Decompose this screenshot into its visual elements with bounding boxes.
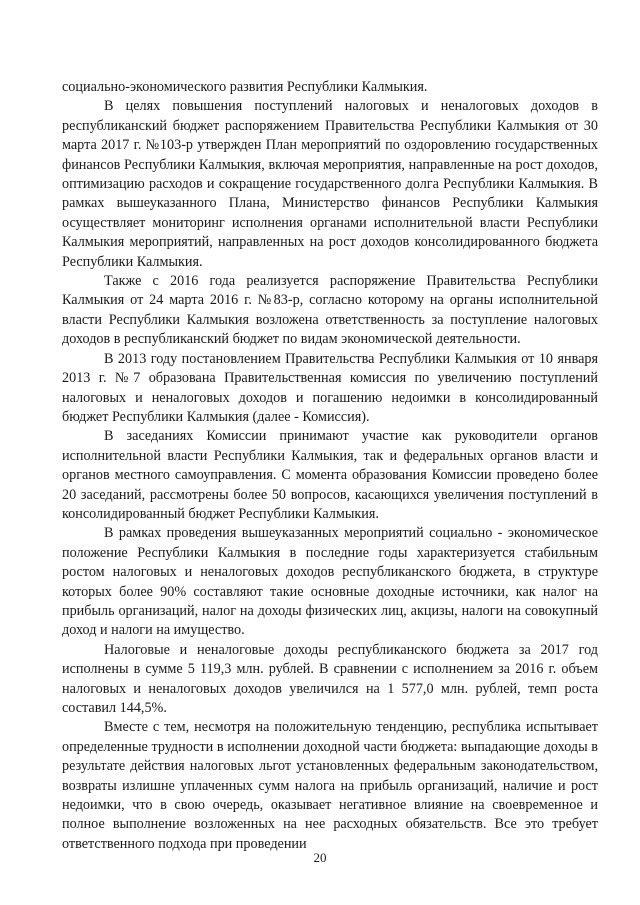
paragraph-plan-measures: В целях повышения поступлений налоговых и неналоговых доходов в республиканский бюджет распоряжением Правительства Республики Калмыкия от 30 марта 2017 г. №103-р утвержден План мероприятий по оздоровлению государственных финансов Республики Калмыкия, включая мероприятия, направленные на рост доходов, оптимизацию расходов и сокращение государственного долга Республики Калмыкия. В рамках вышеуказанного Плана, Министерство финансов Республики Калмыкия осуществляет мониторинг исполнения органами исполнительной власти Республики Калмыкия мероприятий, направленных на рост доходов консолидированного бюджета Республики Калмыкия.: [62, 98, 598, 270]
paragraph-revenue-2017: Налоговые и неналоговые доходы республиканского бюджета за 2017 год исполнены в сумме 5 119,3 млн. рублей. В сравнении с исполнением за 2016 г. объем налоговых и неналоговых доходов увеличился на 1 577,0 млн. рублей, темп роста составил 144,5%.: [62, 641, 598, 716]
paragraph-economic-situation: В рамках проведения вышеуказанных мероприятий социально - экономическое положение Республики Калмыкия в последние годы характеризуется стабильным ростом налоговых и неналоговых доходов республиканского бюджета, в структуре которых более 90% составляют такие основные доходные источники, как налог на прибыль организаций, налог на доходы физических лиц, акцизы, налоги на совокупный доход и налоги на имущество.: [62, 525, 598, 639]
page-number: 20: [313, 850, 327, 865]
document-page: [62, 78, 598, 854]
paragraph-commission-meetings: В заседаниях Комиссии принимают участие как руководители органов исполнительной власти Республики Калмыкия, так и федеральных органов власти и органов местного самоуправления. С момента образования Комиссии проведено более 20 заседаний, рассмотрены более 50 вопросов, касающихся увеличения поступлений в консолидированный бюджет Республики Калмыкия.: [62, 428, 598, 522]
paragraph-continuation: социально-экономического развития Республики Калмыкия.: [62, 79, 428, 95]
paragraph-2016-order: Также с 2016 года реализуется распоряжение Правительства Республики Калмыкия от 24 марта 2016 г. №83-р, согласно которому на органы исполнительной власти Республики Калмыкия возложена ответственность за поступление налоговых доходов в республиканский бюджет по видам экономической деятельности.: [62, 273, 598, 348]
paragraph-2013-commission: В 2013 году постановлением Правительства Республики Калмыкия от 10 января 2013 г. №7 образована Правительственная комиссия по увеличению поступлений налоговых и неналоговых доходов и погашению недоимки в консолидированный бюджет Республики Калмыкия (далее - Комиссия).: [62, 350, 598, 425]
paragraph-difficulties: Вместе с тем, несмотря на положительную тенденцию, республика испытывает определенные трудности в исполнении доходной части бюджета: выпадающие доходы в результате действия налоговых льгот установленных федеральным законодательством, возвраты излишне уплаченных сумм налога на прибыль организаций, наличие и рост недоимки, что в свою очередь, оказывает негативное влияние на своевременное и полное выполнение возложенных на нее расходных обязательств. Все это требует ответственного подхода при проведении: [62, 719, 598, 852]
